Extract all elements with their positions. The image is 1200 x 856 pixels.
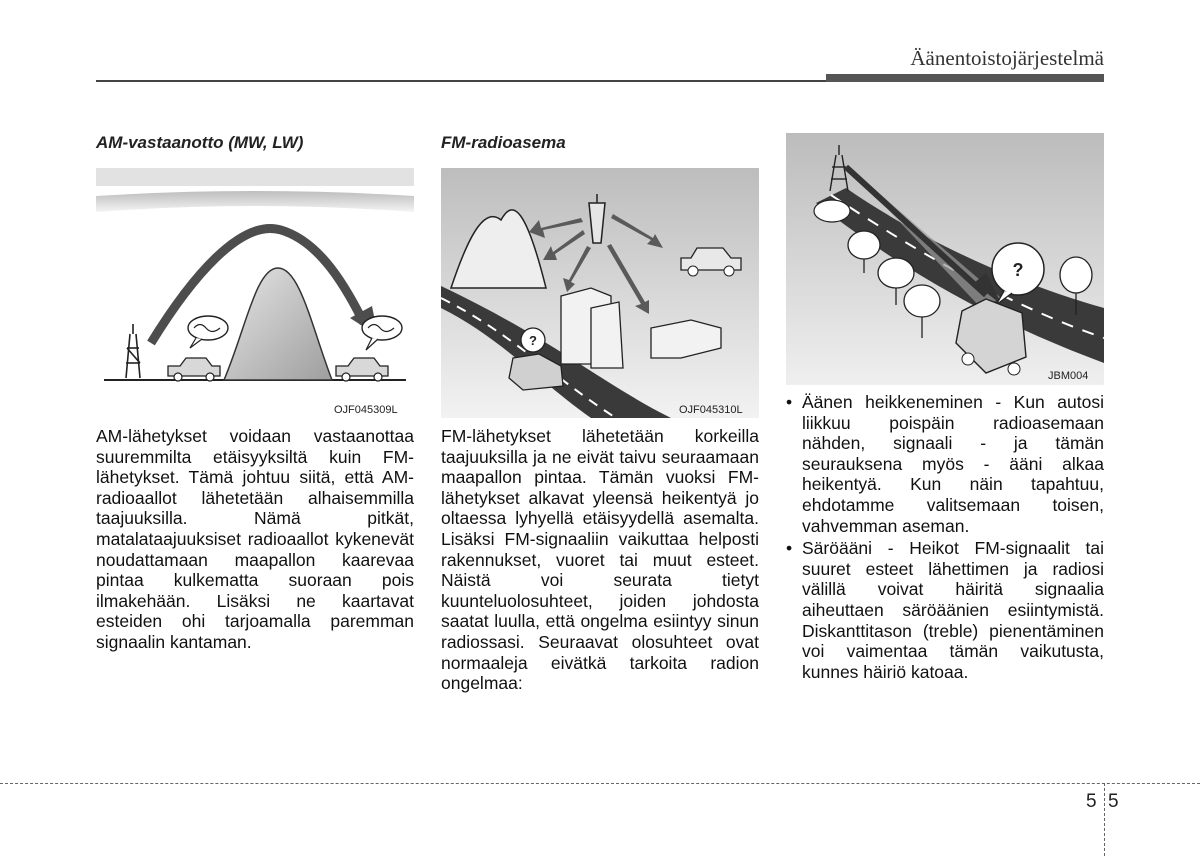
chapter-number: 5 (1086, 791, 1097, 812)
symptom-list (786, 392, 1104, 684)
am-section-title: AM-vastaanotto (MW, LW) (96, 133, 304, 152)
list-item (786, 392, 1104, 536)
fm-obstacles-diagram (441, 168, 759, 418)
fm-section-title: FM-radioasema (441, 133, 566, 152)
fading-signal-illustration (786, 133, 1104, 385)
signal-fade-diagram (786, 133, 1104, 385)
right-figure-code: JBM004 (1048, 370, 1089, 382)
page-header-title: Äänentoistojärjestelmä (910, 46, 1104, 70)
am-body-text: AM-lähetykset voidaan vastaanottaa suuremmilta etäisyyksiltä kuin FM-lähetykset. Tämä johtuu siitä, että AM-radioaallot lähetetään alhaisemmilla taajuuksilla. Nämä pitkät, matalataajuuksiset radioaallot kykenevät noudattamaan maapallon kaarevaa pintaa kulkematta suoraan pois ilmakehään. Lisäksi ne kaartavat esteiden ohi tarjoamalla paremman signaalin kantaman. (96, 426, 414, 652)
bullet-icon: • (786, 538, 793, 559)
am-figure-code: OJF045309L (334, 404, 398, 416)
fm-illustration (441, 168, 759, 418)
question-mark-large: ? (1012, 260, 1024, 280)
fm-body-text: FM-lähetykset lähetetään korkeilla taajuuksilla ja ne eivät taivu seuraamaan maapallon pintaa. Tämän vuoksi FM-lähetykset alkavat yleensä heikentyä jo oltaessa lyhyellä etäisyydellä asemalta. Lisäksi FM-signaaliin vaikuttaa helposti rakennukset, vuoret tai muut esteet. Näistä voi seurata tietyt kuunteluolosuhteet, joiden johdosta saatat luulla, että ongelma esiintyy sinun radiossasi. Seuraavat olosuhteet ovat normaaleja eivätkä tarkoita radion ongelmaa: (441, 426, 759, 694)
footer-divider (0, 783, 1200, 784)
fm-figure-code: OJF045310L (679, 404, 743, 416)
list-item-text: Säröääni - Heikot FM-signaalit tai suuret esteet lähettimen ja radiosi välillä voivat häiritä signaalia aiheuttaen säröäänien esiintymistä. Diskanttitason (treble) pienentäminen voi vaimentaa tämän vaikutusta, kunnes häiriö katoaa. (802, 538, 1104, 682)
question-mark: ? (529, 333, 537, 348)
list-item-text: Äänen heikkeneminen - Kun autosi liikkuu poispäin radioasemaan nähden, signaali - ja tämän seurauksena myös - ääni alkaa heikentyä. Kun näin tapahtuu, ehdotamme valitsemaan toisen, vahvemman aseman. (802, 392, 1104, 536)
header-accent-bar (826, 74, 1104, 82)
footer-page-separator (1104, 783, 1105, 856)
page-number: 5 (1108, 791, 1119, 812)
list-item (786, 538, 1104, 682)
am-illustration (96, 168, 414, 418)
bullet-icon: • (786, 392, 793, 412)
am-radio-wave-diagram (96, 168, 414, 418)
